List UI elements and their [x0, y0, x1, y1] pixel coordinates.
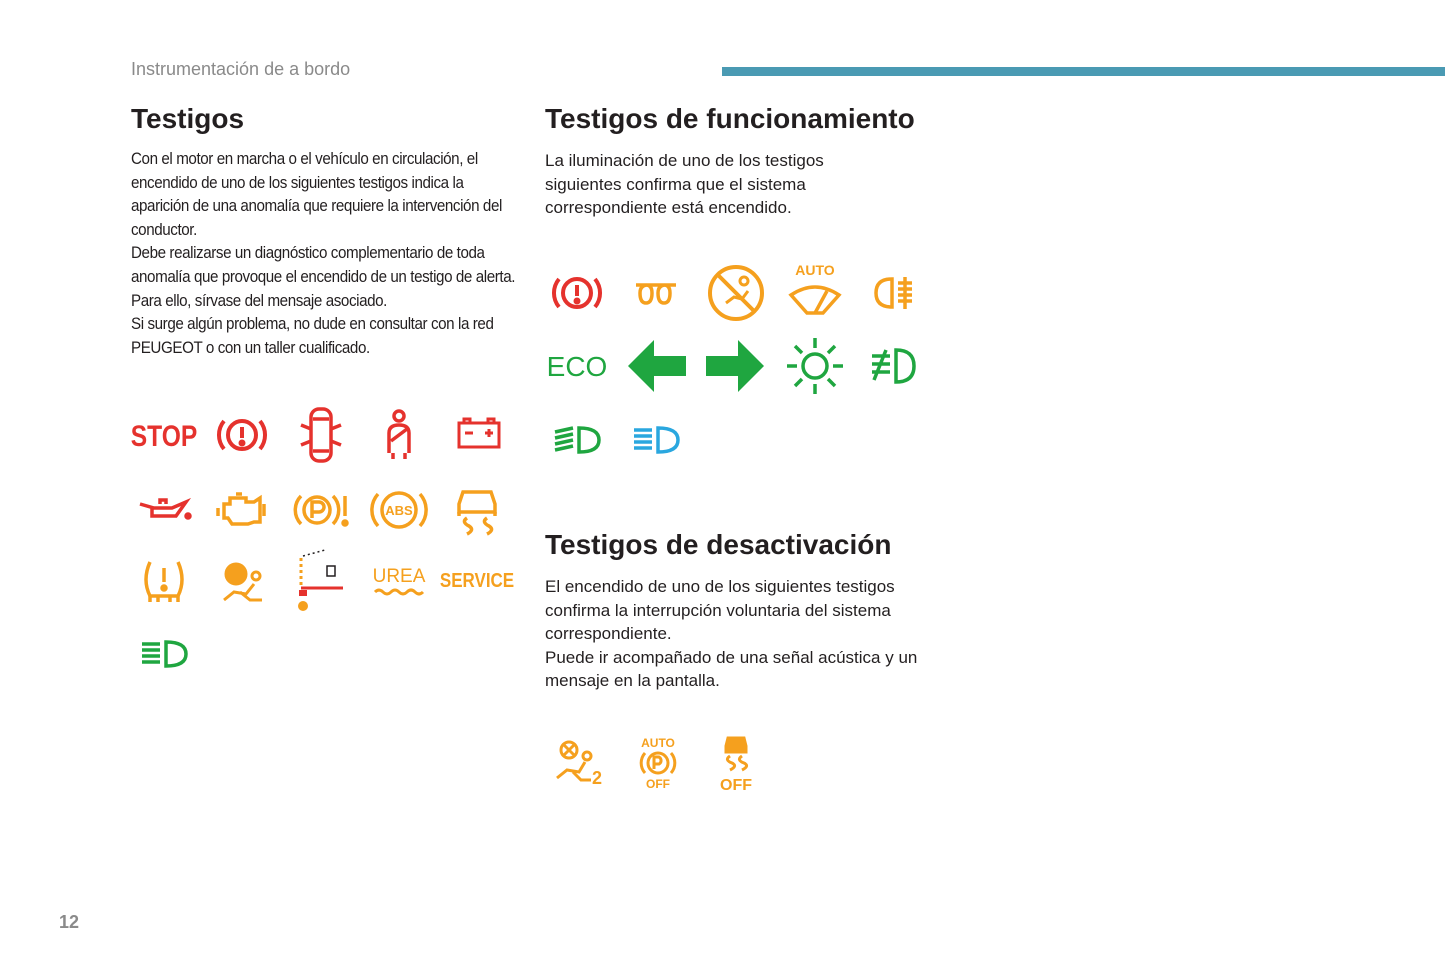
- eco-icon: [545, 334, 609, 398]
- two-label: 2: [591, 768, 603, 788]
- dipped-beam-icon: [545, 408, 609, 472]
- auto-parking-brake-off-icon: [626, 730, 690, 794]
- oil-pressure-icon: [132, 478, 196, 542]
- operation-section-title: Testigos de funcionamiento: [545, 103, 915, 134]
- rear-fog-icon: [862, 261, 926, 325]
- main-beam-icon: [624, 408, 688, 472]
- abs-icon: [367, 478, 431, 542]
- airbag-off-icon: [547, 730, 611, 794]
- warning-section-text: [131, 148, 517, 360]
- warning-paragraph-2: Debe realizarse un diagnóstico complementario de toda anomalía que provoque el encendido de un testigo de alerta. Para ello, sírvase del mensaje asociado.: [131, 244, 516, 310]
- service-label: SERVICE: [439, 568, 515, 592]
- warning-paragraph-1: Con el motor en marcha o el vehículo en circulación, el encendido de uno de los siguientes testigos indica la aparición de una anomalía que requiere la intervención del conductor.: [131, 150, 502, 239]
- door-open-icon: [289, 403, 353, 467]
- urea-label: UREA: [372, 566, 426, 587]
- deactivation-paragraph-2: Puede ir acompañado de una señal acústica y un mensaje en la pantalla.: [545, 647, 918, 691]
- urea-icon: [367, 548, 431, 612]
- eco-label: ECO: [546, 351, 608, 382]
- stop-icon: [132, 403, 196, 467]
- warning-paragraph-3: Si surge algún problema, no dude en consultar con la red PEUGEOT o con un taller cualificado.: [131, 315, 494, 357]
- traction-control-icon: [445, 478, 509, 542]
- off-label: OFF: [720, 777, 752, 794]
- parking-brake-icon: [289, 478, 353, 542]
- service-icon: [439, 548, 515, 612]
- abs-label: ABS: [385, 503, 413, 518]
- operation-paragraph: La iluminación de uno de los testigos siguientes confirma que el sistema correspondiente está encendido.: [545, 151, 824, 218]
- page-number: 12: [59, 912, 80, 932]
- auto-label: AUTO: [795, 262, 835, 278]
- auto-label: AUTO: [641, 736, 675, 750]
- right-indicator-icon: [704, 334, 768, 398]
- engine-check-icon: [210, 478, 274, 542]
- battery-icon: [447, 403, 511, 467]
- deactivation-section-text: [545, 575, 925, 693]
- brake-warning-icon: [210, 403, 274, 467]
- brake-warning-icon: [545, 261, 609, 325]
- deactivation-section-title: Testigos de desactivación: [545, 529, 892, 560]
- header-accent-bar: [722, 67, 1445, 76]
- stop-label: STOP: [130, 418, 198, 453]
- traction-control-off-icon: [704, 730, 768, 794]
- deactivation-paragraph-1: El encendido de uno de los siguientes testigos confirma la interrupción voluntaria del sistema correspondiente.: [545, 577, 895, 644]
- header-title: Instrumentación de a bordo: [131, 59, 351, 79]
- sidelights-icon: [783, 334, 847, 398]
- main-beam-icon: [132, 622, 196, 686]
- seatbelt-icon: [367, 403, 431, 467]
- auto-wipe-icon: [783, 261, 847, 325]
- preheating-icon: [624, 261, 688, 325]
- left-indicator-icon: [624, 334, 688, 398]
- passenger-airbag-off-icon: [704, 261, 768, 325]
- airbag-icon: [210, 548, 274, 612]
- operation-section-text: [545, 149, 865, 220]
- fuel-level-icon: [289, 548, 353, 612]
- front-fog-icon: [862, 334, 926, 398]
- tyre-pressure-icon: [132, 548, 196, 612]
- off-label: OFF: [646, 777, 670, 791]
- warning-section-title: Testigos: [131, 103, 245, 134]
